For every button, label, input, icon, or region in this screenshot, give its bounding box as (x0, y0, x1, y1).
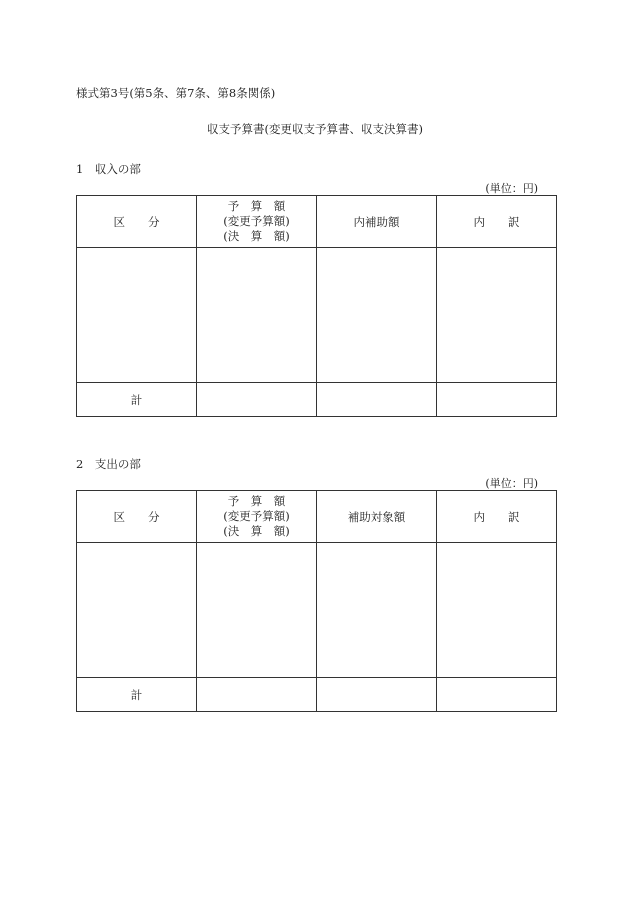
income-cell-category[interactable] (77, 248, 197, 383)
income-total-budget[interactable] (197, 383, 317, 417)
expense-header-category: 区 分 (77, 491, 197, 543)
income-total-label: 計 (77, 383, 197, 417)
income-total-breakdown[interactable] (437, 383, 557, 417)
income-section-heading: 1 収入の部 (76, 162, 141, 176)
income-header-budget (197, 196, 317, 248)
expense-unit-label: (単位：円) (485, 477, 538, 490)
expense-header-budget-line1: 予 算 額 (227, 494, 286, 508)
expense-total-label: 計 (77, 678, 197, 712)
expense-cell-budget[interactable] (197, 543, 317, 678)
expense-header-budget (197, 491, 317, 543)
expense-cell-category[interactable] (77, 543, 197, 678)
expense-total-eligible[interactable] (317, 678, 437, 712)
expense-body-row (77, 543, 557, 678)
income-header-category: 区 分 (77, 196, 197, 248)
income-cell-budget[interactable] (197, 248, 317, 383)
income-header-breakdown: 内 訳 (437, 196, 557, 248)
income-unit-label: (単位：円) (485, 182, 538, 195)
income-table (76, 195, 557, 417)
expense-header-budget-line3: (決 算 額) (223, 524, 290, 538)
form-number: 様式第3号(第5条、第7条、第8条関係) (76, 86, 276, 100)
income-body-row (77, 248, 557, 383)
expense-header-budget-line2: (変更予算額) (223, 509, 290, 523)
expense-total-budget[interactable] (197, 678, 317, 712)
income-total-row (77, 383, 557, 417)
expense-total-breakdown[interactable] (437, 678, 557, 712)
expense-section-heading: 2 支出の部 (76, 457, 141, 471)
income-header-budget-line2: (変更予算額) (223, 214, 290, 228)
expense-header-row (77, 491, 557, 543)
expense-cell-eligible[interactable] (317, 543, 437, 678)
expense-header-breakdown: 内 訳 (437, 491, 557, 543)
income-header-budget-line1: 予 算 額 (227, 199, 286, 213)
expense-total-row (77, 678, 557, 712)
income-header-budget-line3: (決 算 額) (223, 229, 290, 243)
income-header-row (77, 196, 557, 248)
income-cell-breakdown[interactable] (437, 248, 557, 383)
expense-header-eligible: 補助対象額 (317, 491, 437, 543)
income-total-subsidy[interactable] (317, 383, 437, 417)
expense-table (76, 490, 557, 712)
expense-cell-breakdown[interactable] (437, 543, 557, 678)
document-title: 収支予算書(変更収支予算書、収支決算書) (207, 122, 423, 136)
income-cell-subsidy[interactable] (317, 248, 437, 383)
income-header-subsidy: 内補助額 (317, 196, 437, 248)
